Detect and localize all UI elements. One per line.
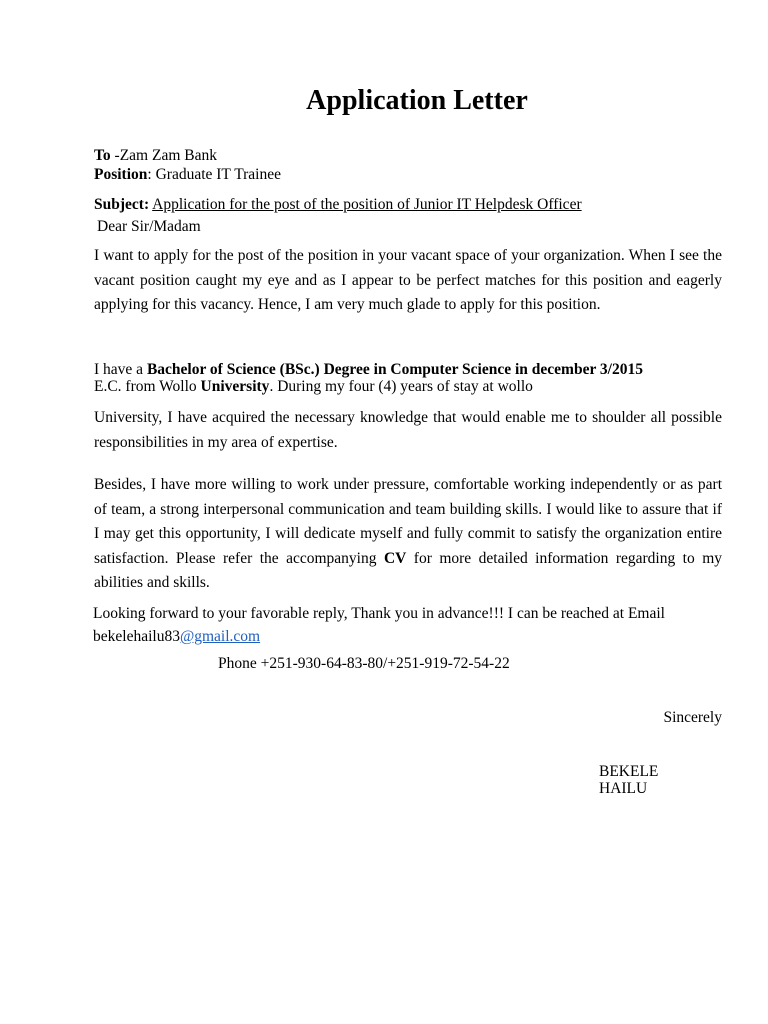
university-post: . During my four (4) years of stay at wollo (269, 378, 533, 395)
phone-line: Phone +251-930-64-83-80/+251-919-72-54-22 (218, 655, 510, 672)
skills-text: Besides, I have more willing to work under pressure, comfortable working independently or as part of team, a strong interpersonal communication and team building skills. I would like to assure that if I may get this opportunity, I will dedicate myself and fully commit to satisfy the organization entire satisfaction. Please refer the accompanying (94, 476, 722, 567)
to-label: To (94, 147, 111, 164)
position-value: : Graduate IT Trainee (147, 166, 281, 183)
signature-last: HAILU (599, 780, 648, 797)
degree-pre: I have a (94, 361, 147, 378)
to-value: -Zam Zam Bank (110, 147, 217, 164)
signature-first: BEKELE (599, 763, 659, 780)
subject-line (94, 196, 582, 214)
university-pre: E.C. from Wollo (94, 378, 201, 395)
email-line (93, 628, 260, 646)
closing-line: Looking forward to your favorable reply, Thank you in advance!!! I can be reached at Email (93, 605, 665, 622)
skills-tail: for more detailed information regarding to my abilities and skills. (94, 549, 722, 591)
subject-value: Application for the post of the position of Junior IT Helpdesk Officer (152, 196, 582, 213)
degree-text: Bachelor of Science (BSc.) Degree in Computer Science in december 3/2015 (146, 361, 643, 378)
degree-line (94, 361, 643, 379)
position-label: Position (94, 166, 148, 183)
sign-off: Sincerely (663, 709, 722, 726)
to-line (94, 147, 217, 165)
salutation: Dear Sir/Madam (97, 218, 201, 235)
email-user: bekelehailu83 (93, 628, 180, 645)
cv-word: CV (383, 549, 407, 567)
subject-label: Subject: (94, 196, 150, 213)
university-word: University (200, 378, 270, 395)
paragraph-knowledge: University, I have acquired the necessary knowledge that would enable me to shoulder all possible responsibilities in my area of expertise. (94, 409, 722, 451)
paragraph-intro: I want to apply for the post of the position in your vacant space of your organization. When I see the vacant position caught my eye and as I appear to be perfect matches for this position and eagerly applying for this vacancy. Hence, I am very much glade to apply for this position. (94, 247, 722, 313)
position-line (94, 166, 281, 184)
paragraph-skills (94, 473, 722, 596)
email-link[interactable]: @gmail.com (179, 628, 261, 645)
university-line (94, 378, 533, 396)
letter-title: Application Letter (306, 85, 528, 116)
